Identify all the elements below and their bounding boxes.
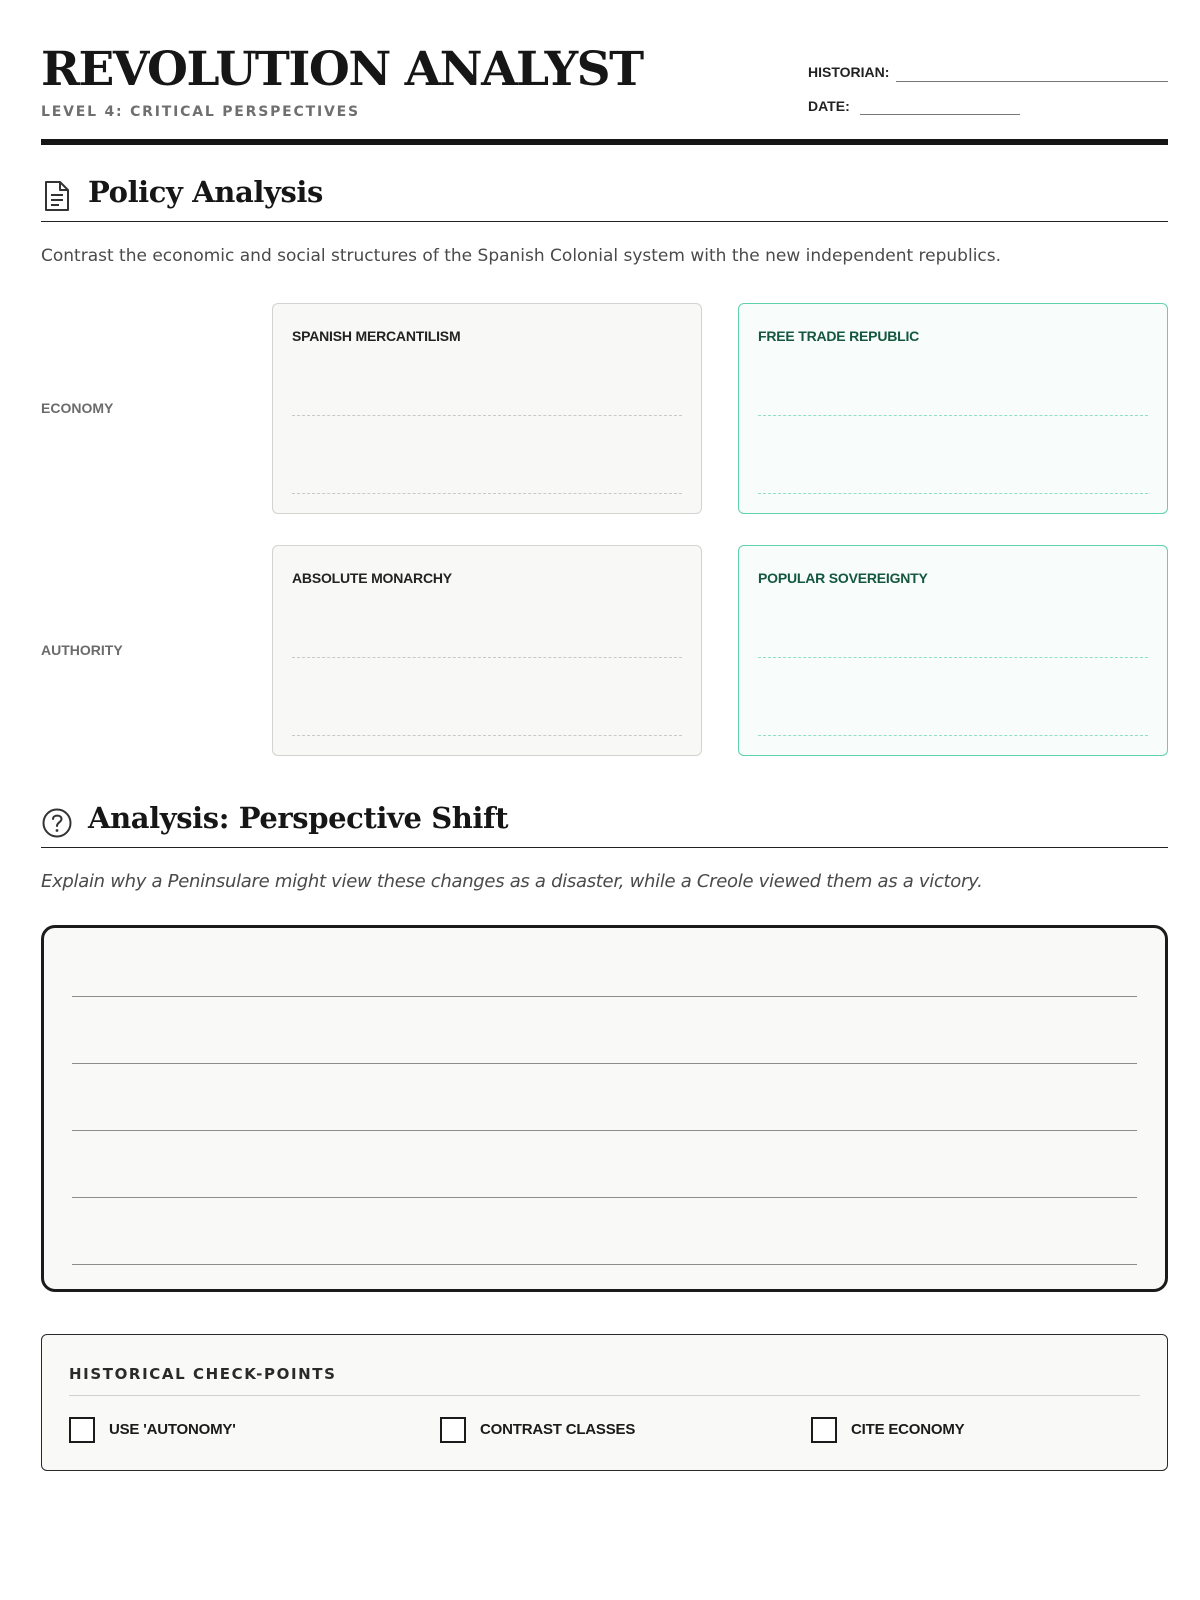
writing-line — [72, 1130, 1137, 1131]
answer-line — [758, 657, 1148, 658]
writing-line — [72, 1063, 1137, 1064]
analysis-answer-box[interactable] — [41, 925, 1168, 1292]
student-info — [808, 60, 1168, 128]
answer-line — [758, 415, 1148, 416]
historian-field[interactable] — [896, 81, 1168, 82]
historian-row — [808, 60, 1168, 94]
worksheet-header — [41, 0, 1168, 148]
answer-line — [292, 415, 682, 416]
answer-line — [758, 735, 1148, 736]
document-icon — [41, 179, 73, 213]
page-subtitle: LEVEL 4: CRITICAL PERSPECTIVES — [41, 104, 360, 120]
checkpoints-title: HISTORICAL CHECK-POINTS — [69, 1365, 337, 1383]
checkpoint-label: CONTRAST CLASSES — [480, 1421, 636, 1438]
analysis-prompt: Explain why a Peninsulare might view these changes as a disaster, while a Creole viewed them as a victory. — [41, 871, 983, 892]
writing-line — [72, 996, 1137, 997]
writing-line — [72, 1197, 1137, 1198]
checkpoint-label: CITE ECONOMY — [851, 1421, 965, 1438]
answer-line — [292, 735, 682, 736]
row-label-economy: ECONOMY — [41, 400, 114, 416]
historian-label: HISTORIAN: — [808, 64, 890, 80]
perspective-shift-title: Analysis: Perspective Shift — [88, 801, 509, 835]
checkbox[interactable] — [440, 1417, 466, 1443]
card-label: SPANISH MERCANTILISM — [292, 328, 461, 344]
answer-line — [292, 657, 682, 658]
header-divider — [41, 139, 1168, 145]
answer-line — [758, 493, 1148, 494]
row-label-authority: AUTHORITY — [41, 642, 123, 658]
checkpoint-label: USE 'AUTONOMY' — [109, 1421, 236, 1438]
policy-analysis-heading — [41, 175, 1168, 222]
question-circle-icon — [41, 805, 73, 839]
page-title: REVOLUTION ANALYST — [41, 42, 643, 97]
date-field[interactable] — [860, 114, 1020, 115]
authority-republic-card[interactable] — [738, 545, 1168, 756]
card-label: ABSOLUTE MONARCHY — [292, 570, 452, 586]
checkbox[interactable] — [811, 1417, 837, 1443]
economy-colonial-card[interactable] — [272, 303, 702, 514]
checkbox[interactable] — [69, 1417, 95, 1443]
economy-republic-card[interactable] — [738, 303, 1168, 514]
perspective-shift-heading — [41, 801, 1168, 848]
writing-line — [72, 1264, 1137, 1265]
checkpoints-divider — [69, 1395, 1140, 1396]
policy-instructions: Contrast the economic and social structures of the Spanish Colonial system with the new independent republics. — [41, 246, 1002, 266]
date-row — [808, 94, 1168, 128]
card-label: POPULAR SOVEREIGNTY — [758, 570, 928, 586]
card-label: FREE TRADE REPUBLIC — [758, 328, 920, 344]
authority-colonial-card[interactable] — [272, 545, 702, 756]
historical-checkpoints — [41, 1334, 1168, 1471]
worksheet-page — [41, 0, 1168, 1438]
policy-analysis-title: Policy Analysis — [88, 175, 323, 209]
date-label: DATE: — [808, 98, 850, 114]
answer-line — [292, 493, 682, 494]
